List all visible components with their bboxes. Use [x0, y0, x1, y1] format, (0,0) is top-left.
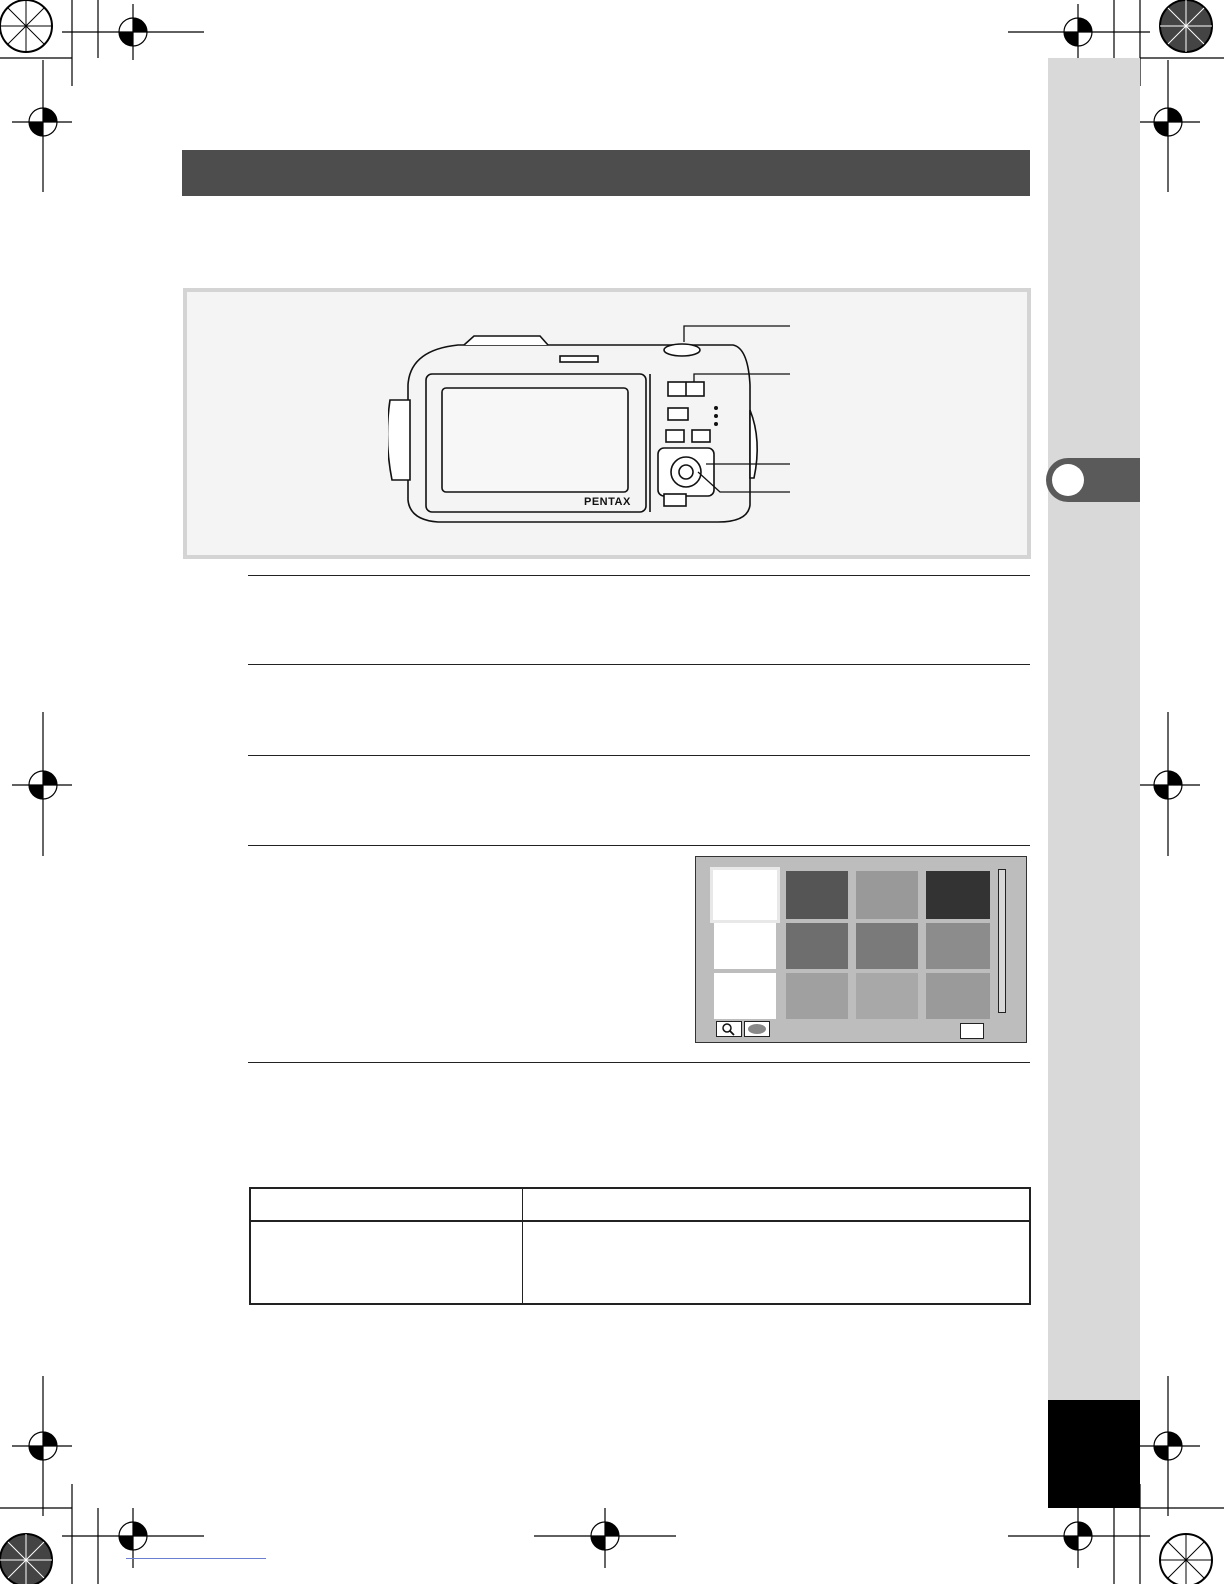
frame-thumbnail[interactable] [926, 871, 990, 919]
frame-thumbnail[interactable] [856, 871, 918, 919]
step-divider [248, 575, 1030, 576]
frame-thumbnail[interactable] [786, 871, 848, 919]
step-divider [248, 845, 1030, 846]
footer-link-underline [126, 1558, 266, 1559]
magnifier-icon[interactable] [716, 1021, 742, 1037]
section-header-bar [182, 150, 1030, 196]
frame-thumbnail-empty[interactable] [714, 923, 776, 969]
step-divider [248, 755, 1030, 756]
frame-thumbnail-selected[interactable] [710, 867, 780, 923]
step-divider [248, 664, 1030, 665]
info-table [249, 1187, 1031, 1305]
frame-thumbnail[interactable] [926, 923, 990, 969]
frame-thumbnail[interactable] [856, 973, 918, 1019]
menu-button-box[interactable] [960, 1023, 984, 1039]
chapter-number-badge [1052, 464, 1084, 496]
frame-selection-screen [695, 856, 1027, 1043]
frame-thumbnail[interactable] [786, 973, 848, 1019]
ok-oval-icon[interactable] [744, 1021, 770, 1037]
frame-thumbnail[interactable] [786, 923, 848, 969]
step-divider [248, 1062, 1030, 1063]
frame-thumbnail[interactable] [856, 923, 918, 969]
frame-thumbnail-empty[interactable] [714, 973, 776, 1019]
page-number-block [1048, 1400, 1140, 1508]
frame-thumbnail[interactable] [926, 973, 990, 1019]
margin-strip [1048, 58, 1140, 1508]
camera-brand-logo: PENTAX [584, 496, 631, 508]
callout-leader-lines [676, 320, 816, 500]
scrollbar[interactable] [998, 869, 1006, 1013]
